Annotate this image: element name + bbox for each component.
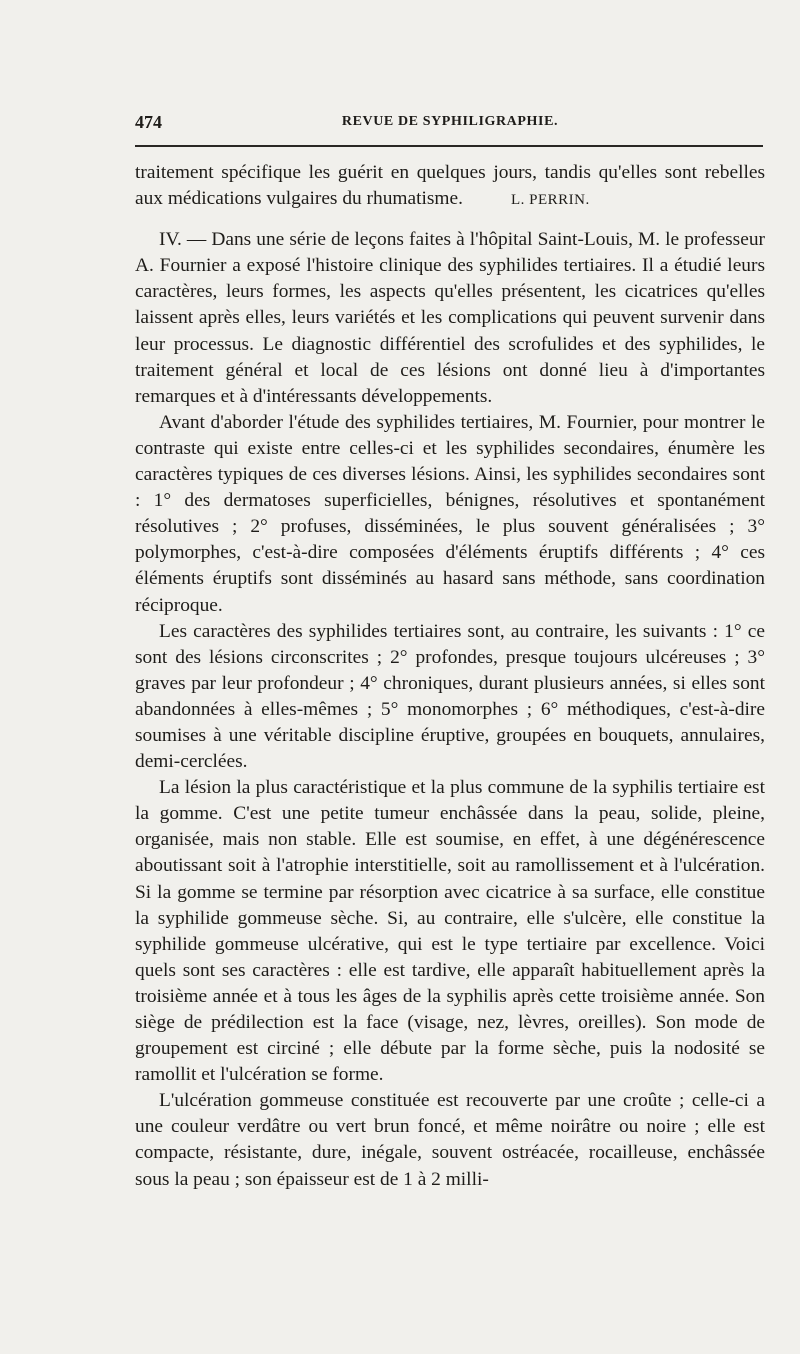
page-header [135,112,765,134]
body-text [135,160,765,1193]
paragraph-text: traitement spécifique les guérit en quelques jours, tandis qu'elles sont rebelles aux médications vulgaires du rhumatisme. [135,162,765,210]
running-title: REVUE DE SYPHILIGRAPHIE. [341,114,559,129]
paragraph: Avant d'aborder l'étude des syphilides tertiaires, M. Fournier, pour montrer le contraste qui existe entre celles-ci et les syphilides secondaires, énumère les caractères typiques de ces diverses lésions. Ainsi, les syphilides secondaires sont : 1° des dermatoses superficielles, bénignes, résolutives et spontanément résolutives ; 2° profuses, disséminées, le plus souvent généralisées ; 3° polymorphes, c'est-à-dire composées d'éléments éruptifs différents ; 4° ces éléments éruptifs sont disséminés au hasard sans méthode, sans coordination réciproque. [135,411,765,616]
header-rule [135,145,763,147]
paragraph: Les caractères des syphilides tertiaires sont, au contraire, les suivants : 1° ce sont des lésions circonscrites ; 2° profondes, presque toujours ulcéreuses ; 3° graves par leur profondeur ; 4° chroniques, durant plusieurs années, si elles sont abandonnées à elles-mêmes ; 5° monomorphes ; 6° méthodiques, c'est-à-dire soumises à une véritable discipline éruptive, groupées en bouquets, annulaires, demi-cerclées. [135,620,765,773]
paragraph: L'ulcération gommeuse constituée est recouverte par une croûte ; celle-ci a une couleur verdâtre ou vert brun foncé, et même noirâtre ou noire ; elle est compacte, résistante, dure, inégale, souvent ostréacée, rocailleuse, enchâssée sous la peau ; son épaisseur est de 1 à 2 milli- [135,1090,765,1190]
author-signature: L. PERRIN. [510,192,590,209]
paragraph-continued [135,160,765,213]
page-number: 474 [135,112,162,132]
paragraph-section-iv: IV. — Dans une série de leçons faites à l'hôpital Saint-Louis, M. le professeur A. Fournier a exposé l'histoire clinique des syphilides tertiaires. Il a étudié leurs caractères, leurs formes, les aspects qu'elles présentent, les cicatrices qu'elles laissent après elles, leurs variétés et les complications qui peuvent survenir dans leur processus. Le diagnostic différentiel des scrofulides et des syphilides, le traitement général et local de ces lésions ont donné lieu à d'importantes remarques et à d'intéressants développements. [135,229,765,407]
paragraph: La lésion la plus caractéristique et la plus commune de la syphilis tertiaire est la gomme. C'est une petite tumeur enchâssée dans la peau, solide, pleine, organisée, mais non stable. Elle est soumise, en effet, à une dégénérescence aboutissant soit à l'atrophie interstitielle, soit au ramollissement et à l'ulcération. Si la gomme se termine par résorption avec cicatrice à sa surface, elle constitue la syphilide gommeuse sèche. Si, au contraire, elle s'ulcère, elle constitue la syphilide gommeuse ulcérative, qui est le type tertiaire par excellence. Voici quels sont ses caractères : elle est tardive, elle apparaît habituellement après la troisième année et à tous les âges de la syphilis après cette troisième année. Son siège de prédilection est la face (visage, nez, lèvres, oreilles). Son mode de groupement est circiné ; elle débute par la forme sèche, puis la nodosité se ramollit et l'ulcération se forme. [135,777,765,1086]
